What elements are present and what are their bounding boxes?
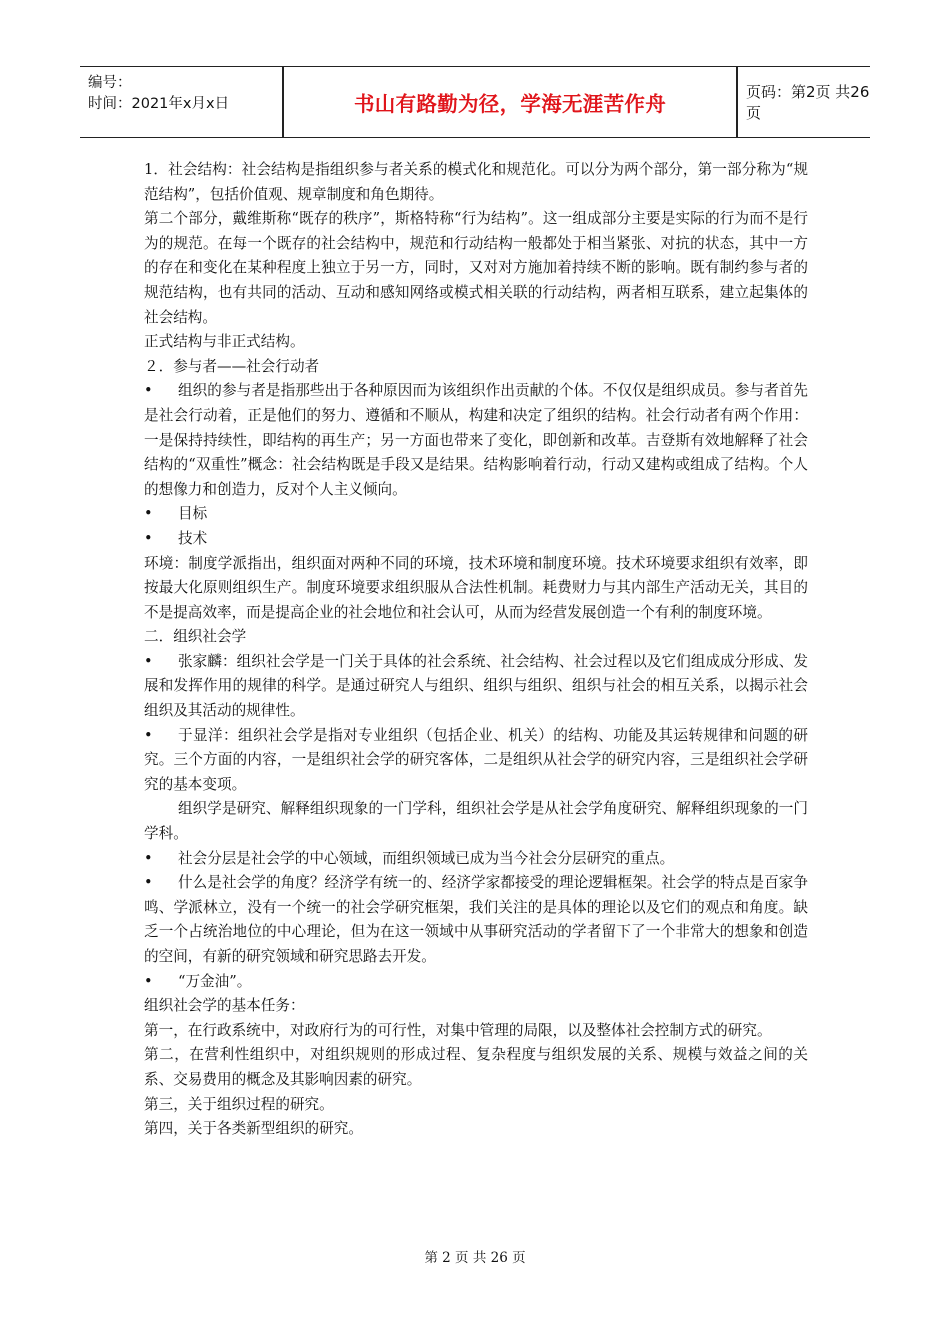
body-paragraph: 正式结构与非正式结构。	[144, 333, 305, 351]
header-motto: 书山有路勤为径，学海无涯苦作舟	[354, 92, 666, 116]
bullet-item	[144, 970, 808, 995]
bullet-marker: •	[144, 529, 153, 547]
body-paragraph: 环境：制度学派指出，组织面对两种不同的环境，技术环境和制度环境。技术环境要求组织有效率，即按最大化原则组织生产。制度环境要求组织服从合法性机制。耗费财力与其内部生产活动无关，其目的不是提高效率，而是提高企业的社会地位和社会认可，从而为经营发展创造一个有利的制度环境。	[144, 554, 808, 621]
bullet-text: 张家麟：组织社会学是一门关于具体的社会系统、社会结构、社会过程以及它们组成成分形成、发展和发挥作用的规律的科学。是通过研究人与组织、组织与组织、组织与社会的相互关系，以揭示社会组织及其活动的规律性。	[144, 652, 808, 720]
body-paragraph: 第二，在营利性组织中，对组织规则的形成过程、复杂程度与组织发展的关系、规模与效益之间的关系、交易费用的概念及其影响因素的研究。	[144, 1046, 808, 1088]
page-footer: 第 2 页 共 26 页	[424, 1250, 526, 1266]
bullet-item	[144, 650, 808, 724]
bullet-item	[144, 379, 808, 502]
body-paragraph: 第二个部分，戴维斯称“既存的秩序”，斯格特称“行为结构”。这一组成部分主要是实际的行为而不是行为的规范。在每一个既存的社会结构中，规范和行动结构一般都处于相当紧张、对抗的状态，其中一方的存在和变化在某种程度上独立于另一方，同时，又对对方施加着持续不断的影响。既有制约参与者的规范结构，也有共同的活动、互动和感知网络或模式相关联的行动结构，两者相互联系，建立起集体的社会结构。	[144, 210, 808, 326]
document-body	[144, 158, 808, 1142]
header-divider	[736, 67, 738, 137]
header-page-info: 页码：第2页 共26页	[746, 83, 870, 122]
bullet-text: “万金油”。	[178, 972, 252, 990]
bullet-marker: •	[144, 505, 153, 523]
body-paragraph: 组织学是研究、解释组织现象的一门学科，组织社会学是从社会学角度研究、解释组织现象的一门学科。	[144, 800, 808, 843]
bullet-text: 社会分层是社会学的中心领域，而组织领域已成为当今社会分层研究的重点。	[178, 849, 675, 867]
body-paragraph: ２．参与者——社会行动者	[144, 357, 320, 375]
bullet-marker: •	[144, 726, 153, 744]
doc-date-label: 时间：2021年x月x日	[88, 96, 230, 112]
body-paragraph: 组织社会学的基本任务：	[144, 997, 305, 1015]
bullet-marker: •	[144, 652, 153, 670]
bullet-text: 技术	[178, 529, 208, 547]
body-paragraph: 第四，关于各类新型组织的研究。	[144, 1120, 363, 1138]
bullet-text: 目标	[178, 505, 208, 523]
bullet-item	[144, 847, 808, 872]
body-paragraph: 1．社会结构：社会结构是指组织参与者关系的模式化和规范化。可以分为两个部分，第一部分称为“规范结构”，包括价值观、规章制度和角色期待。	[144, 161, 808, 203]
bullet-item	[144, 527, 808, 552]
bullet-text: 于显洋：组织社会学是指对专业组织（包括企业、机关）的结构、功能及其运转规律和问题的研究。三个方面的内容，一是组织社会学的研究客体，二是组织从社会学的研究内容，三是组织社会学研究的基本变项。	[144, 726, 808, 793]
bullet-text: 什么是社会学的角度？经济学有统一的、经济学家都接受的理论逻辑框架。社会学的特点是百家争鸣、学派林立，没有一个统一的社会学研究框架，我们关注的是具体的理论以及它们的观点和角度。缺乏一个占统治地位的中心理论，但为在这一领域中从事研究活动的学者留下了一个非常大的想象和创造的空间，有新的研究领域和研究思路去开发。	[144, 874, 808, 965]
body-paragraph: 第三，关于组织过程的研究。	[144, 1095, 334, 1113]
page-header	[80, 66, 870, 138]
bullet-item	[144, 724, 808, 798]
bullet-item	[144, 871, 808, 969]
doc-code-label: 编号：	[88, 75, 132, 91]
bullet-text: 组织的参与者是指那些出于各种原因而为该组织作出贡献的个体。不仅仅是组织成员。参与者首先是社会行动着，正是他们的努力、遵循和不顺从，构建和决定了组织的结构。社会行动者有两个作用：一是保持持续性，即结构的再生产；另一方面也带来了变化，即创新和改革。吉登斯有效地解释了社会结构的“双重性”概念：社会结构既是手段又是结果。结构影响着行动，行动又建构或组成了结构。个人的想像力和创造力，反对个人主义倾向。	[144, 382, 808, 498]
bullet-marker: •	[144, 382, 153, 400]
bullet-marker: •	[144, 849, 153, 867]
body-paragraph: 第一，在行政系统中，对政府行为的可行性，对集中管理的局限，以及整体社会控制方式的研究。	[144, 1021, 772, 1039]
bullet-marker: •	[144, 972, 153, 990]
bullet-marker: •	[144, 874, 153, 892]
bullet-item	[144, 502, 808, 527]
body-paragraph: 二．组织社会学	[144, 628, 247, 646]
header-meta	[80, 67, 282, 137]
